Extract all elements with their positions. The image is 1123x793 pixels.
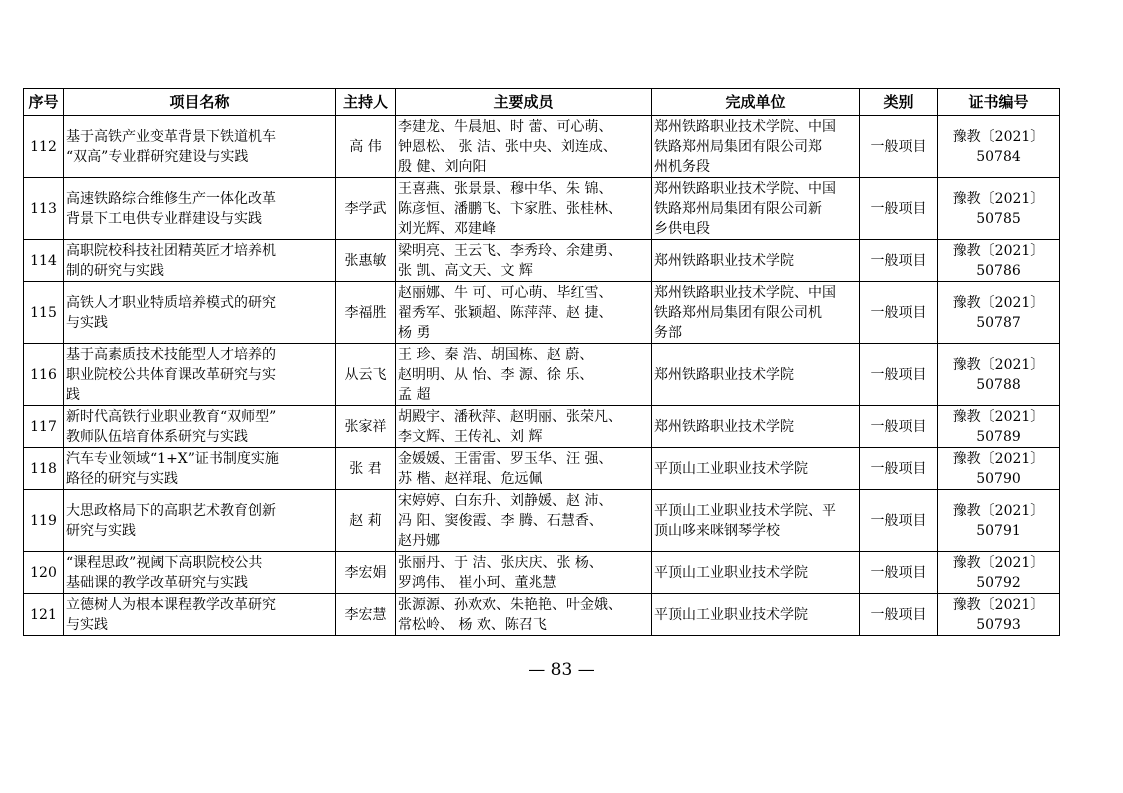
project-name-cell-line: 教师队伍培育体系研究与实践 — [66, 428, 248, 445]
category-cell: 一般项目 — [860, 178, 938, 240]
serial-cell: 120 — [24, 552, 64, 594]
project-table — [23, 88, 1060, 636]
members-cell — [396, 344, 652, 406]
unit-cell-line: 乡供电段 — [654, 220, 710, 237]
header-unit: 完成单位 — [652, 89, 860, 116]
unit-cell — [652, 282, 860, 344]
table-row — [24, 282, 1060, 344]
members-cell-line: 刘光辉、邓建峰 — [398, 220, 496, 237]
table-row — [24, 116, 1060, 178]
header-certificate: 证书编号 — [938, 89, 1060, 116]
certificate-cell: 豫教〔2021〕50787 — [938, 282, 1060, 344]
table-row — [24, 344, 1060, 406]
category-cell: 一般项目 — [860, 448, 938, 490]
members-cell — [396, 282, 652, 344]
unit-cell-line: 郑州铁路职业技术学院 — [654, 252, 794, 269]
serial-cell: 118 — [24, 448, 64, 490]
project-name-cell — [64, 490, 336, 552]
host-cell: 李宏慧 — [336, 594, 396, 636]
members-cell — [396, 448, 652, 490]
members-cell — [396, 178, 652, 240]
certificate-cell: 豫教〔2021〕50785 — [938, 178, 1060, 240]
unit-cell-line: 郑州铁路职业技术学院、中国 — [654, 118, 836, 135]
members-cell-line: 陈彦恒、潘鹏飞、卞家胜、张桂林、 — [398, 200, 622, 217]
header-serial: 序号 — [24, 89, 64, 116]
members-cell — [396, 490, 652, 552]
category-cell: 一般项目 — [860, 490, 938, 552]
page-number: — 83 — — [528, 660, 595, 680]
members-cell-line: 冯 阳、窦俊霞、李 腾、石慧香、 — [398, 512, 603, 529]
unit-cell — [652, 240, 860, 282]
project-name-cell — [64, 406, 336, 448]
host-cell: 李福胜 — [336, 282, 396, 344]
members-cell — [396, 552, 652, 594]
certificate-cell: 豫教〔2021〕50789 — [938, 406, 1060, 448]
unit-cell-line: 州机务段 — [654, 158, 710, 175]
certificate-cell: 豫教〔2021〕50786 — [938, 240, 1060, 282]
table-row — [24, 594, 1060, 636]
table-row — [24, 406, 1060, 448]
host-cell: 张家祥 — [336, 406, 396, 448]
members-cell-line: 金媛媛、王雷雷、罗玉华、汪 强、 — [398, 450, 613, 467]
project-name-cell-line: 基于高素质技术技能型人才培养的 — [66, 346, 276, 363]
members-cell-line: 罗鸿伟、 崔小珂、董兆慧 — [398, 574, 557, 591]
certificate-cell: 豫教〔2021〕50792 — [938, 552, 1060, 594]
members-cell-line: 赵丽娜、牛 可、可心萌、毕红雪、 — [398, 284, 613, 301]
members-cell-line: 李文辉、王传礼、刘 辉 — [398, 428, 543, 445]
category-cell: 一般项目 — [860, 552, 938, 594]
category-cell: 一般项目 — [860, 240, 938, 282]
unit-cell — [652, 448, 860, 490]
serial-cell: 121 — [24, 594, 64, 636]
members-cell-line: 张丽丹、于 洁、张庆庆、张 杨、 — [398, 554, 603, 571]
host-cell: 高 伟 — [336, 116, 396, 178]
serial-cell: 116 — [24, 344, 64, 406]
unit-cell-line: 平顶山工业职业技术学院、平 — [654, 502, 836, 519]
unit-cell-line: 顶山哆来咪钢琴学校 — [654, 522, 780, 539]
project-name-cell-line: 路径的研究与实践 — [66, 470, 178, 487]
members-cell-line: 常松岭、 杨 欢、陈召飞 — [398, 616, 547, 633]
host-cell: 李学武 — [336, 178, 396, 240]
unit-cell-line: 郑州铁路职业技术学院、中国 — [654, 284, 836, 301]
serial-cell: 113 — [24, 178, 64, 240]
project-name-cell — [64, 240, 336, 282]
members-cell-line: 苏 楷、赵祥琨、危远佩 — [398, 470, 543, 487]
project-name-cell-line: 基础课的教学改革研究与实践 — [66, 574, 248, 591]
members-cell-line: 宋婷婷、白东升、刘静媛、赵 沛、 — [398, 492, 613, 509]
members-cell-line: 王 珍、秦 浩、胡国栋、赵 蔚、 — [398, 346, 594, 363]
project-name-cell — [64, 344, 336, 406]
host-cell: 张 君 — [336, 448, 396, 490]
unit-cell-line: 务部 — [654, 324, 682, 341]
project-name-cell-line: 背景下工电供专业群建设与实践 — [66, 210, 262, 227]
table-row — [24, 448, 1060, 490]
unit-cell-line: 郑州铁路职业技术学院 — [654, 366, 794, 383]
certificate-cell: 豫教〔2021〕50793 — [938, 594, 1060, 636]
unit-cell — [652, 490, 860, 552]
serial-cell: 112 — [24, 116, 64, 178]
members-cell-line: 李建龙、牛晨旭、时 蕾、可心萌、 — [398, 118, 613, 135]
host-cell: 赵 莉 — [336, 490, 396, 552]
unit-cell — [652, 116, 860, 178]
header-members: 主要成员 — [396, 89, 652, 116]
members-cell-line: 胡殿宇、潘秋萍、赵明丽、张荣凡、 — [398, 408, 622, 425]
project-name-cell — [64, 594, 336, 636]
project-name-cell-line: 职业院校公共体育课改革研究与实 — [66, 366, 276, 383]
project-name-cell-line: 新时代高铁行业职业教育“双师型” — [66, 408, 277, 425]
host-cell: 从云飞 — [336, 344, 396, 406]
header-project-name: 项目名称 — [64, 89, 336, 116]
unit-cell-line: 郑州铁路职业技术学院 — [654, 418, 794, 435]
project-name-cell — [64, 178, 336, 240]
project-name-cell-line: “课程思政”视阈下高职院校公共 — [66, 554, 263, 571]
category-cell: 一般项目 — [860, 344, 938, 406]
project-name-cell-line: 汽车专业领域“1+X”证书制度实施 — [66, 450, 279, 467]
category-cell: 一般项目 — [860, 406, 938, 448]
project-name-cell-line: “双高”专业群研究建设与实践 — [66, 148, 249, 165]
members-cell-line: 梁明亮、王云飞、李秀玲、余建勇、 — [398, 242, 622, 259]
unit-cell-line: 平顶山工业职业技术学院 — [654, 460, 808, 477]
project-name-cell-line: 研究与实践 — [66, 522, 136, 539]
category-cell: 一般项目 — [860, 594, 938, 636]
members-cell-line: 王喜燕、张景景、穆中华、朱 锦、 — [398, 180, 613, 197]
host-cell: 李宏娟 — [336, 552, 396, 594]
project-name-cell — [64, 116, 336, 178]
unit-cell-line: 铁路郑州局集团有限公司机 — [654, 304, 822, 321]
serial-cell: 119 — [24, 490, 64, 552]
project-name-cell — [64, 282, 336, 344]
project-name-cell-line: 践 — [66, 386, 80, 403]
project-name-cell-line: 高职院校科技社团精英匠才培养机 — [66, 242, 276, 259]
members-cell — [396, 406, 652, 448]
header-host: 主持人 — [336, 89, 396, 116]
unit-cell-line: 铁路郑州局集团有限公司郑 — [654, 138, 822, 155]
serial-cell: 115 — [24, 282, 64, 344]
members-cell-line: 张 凯、高文天、文 辉 — [398, 262, 533, 279]
project-name-cell-line: 基于高铁产业变革背景下铁道机车 — [66, 128, 276, 145]
unit-cell-line: 铁路郑州局集团有限公司新 — [654, 200, 822, 217]
members-cell-line: 赵丹娜 — [398, 532, 440, 549]
project-name-cell — [64, 448, 336, 490]
members-cell-line: 钟恩松、 张 洁、张中央、刘连成、 — [398, 138, 617, 155]
members-cell-line: 张源源、孙欢欢、朱艳艳、叶金娥、 — [398, 596, 622, 613]
project-name-cell-line: 大思政格局下的高职艺术教育创新 — [66, 502, 276, 519]
project-name-cell-line: 高铁人才职业特质培养模式的研究 — [66, 294, 276, 311]
certificate-cell: 豫教〔2021〕50790 — [938, 448, 1060, 490]
table-row — [24, 240, 1060, 282]
project-name-cell-line: 与实践 — [66, 616, 108, 633]
table-row — [24, 178, 1060, 240]
unit-cell — [652, 594, 860, 636]
table-row — [24, 490, 1060, 552]
members-cell-line: 赵明明、从 怡、李 源、徐 乐、 — [398, 366, 594, 383]
serial-cell: 114 — [24, 240, 64, 282]
unit-cell-line: 平顶山工业职业技术学院 — [654, 606, 808, 623]
certificate-cell: 豫教〔2021〕50788 — [938, 344, 1060, 406]
certificate-cell: 豫教〔2021〕50784 — [938, 116, 1060, 178]
members-cell-line: 翟秀军、张颖超、陈萍萍、赵 捷、 — [398, 304, 613, 321]
project-name-cell-line: 制的研究与实践 — [66, 262, 164, 279]
members-cell-line: 杨 勇 — [398, 324, 431, 341]
members-cell — [396, 594, 652, 636]
unit-cell — [652, 406, 860, 448]
project-name-cell-line: 立德树人为根本课程教学改革研究 — [66, 596, 276, 613]
header-category: 类别 — [860, 89, 938, 116]
members-cell — [396, 240, 652, 282]
unit-cell — [652, 344, 860, 406]
serial-cell: 117 — [24, 406, 64, 448]
table-row — [24, 552, 1060, 594]
unit-cell-line: 平顶山工业职业技术学院 — [654, 564, 808, 581]
certificate-cell: 豫教〔2021〕50791 — [938, 490, 1060, 552]
project-name-cell — [64, 552, 336, 594]
table-header-row — [24, 89, 1060, 116]
project-name-cell-line: 与实践 — [66, 314, 108, 331]
unit-cell — [652, 178, 860, 240]
members-cell-line: 殷 健、刘向阳 — [398, 158, 487, 175]
host-cell: 张惠敏 — [336, 240, 396, 282]
members-cell — [396, 116, 652, 178]
project-name-cell-line: 高速铁路综合维修生产一体化改革 — [66, 190, 276, 207]
category-cell: 一般项目 — [860, 282, 938, 344]
category-cell: 一般项目 — [860, 116, 938, 178]
members-cell-line: 孟 超 — [398, 386, 431, 403]
unit-cell — [652, 552, 860, 594]
unit-cell-line: 郑州铁路职业技术学院、中国 — [654, 180, 836, 197]
